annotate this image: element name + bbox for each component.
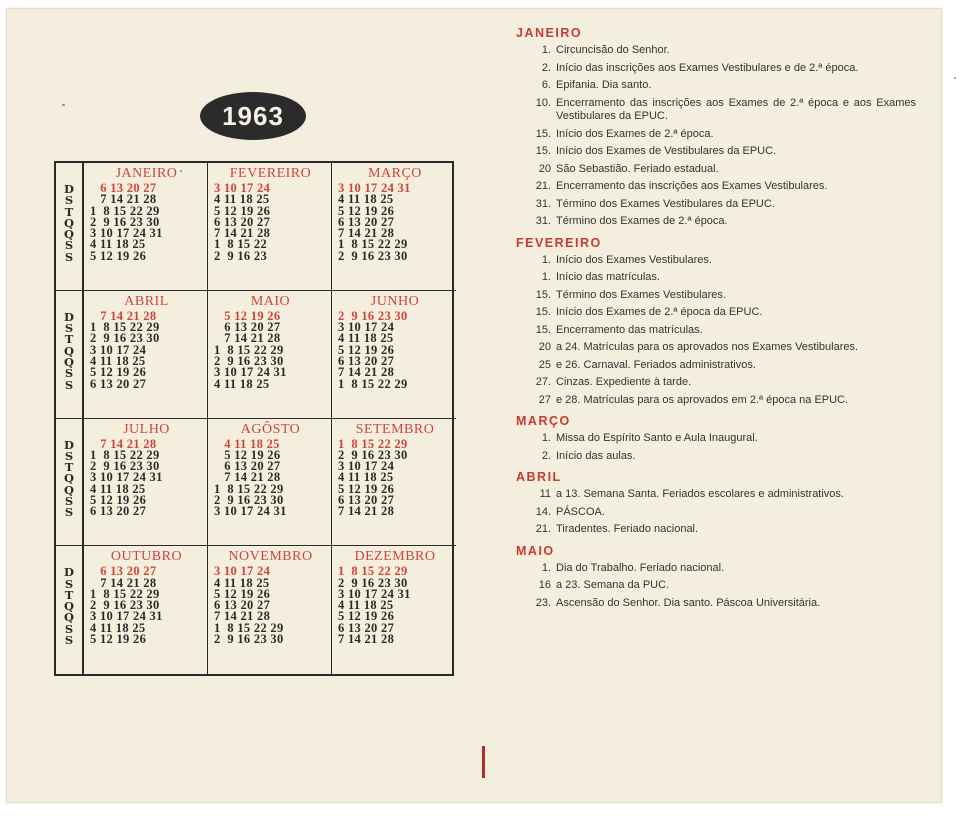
event-text: Término dos Exames Vestibulares. (556, 288, 726, 301)
week-row: 2 9 16 23 30 (90, 459, 160, 474)
weekday-letter: S (64, 321, 74, 336)
event-item (516, 306, 916, 320)
event-day: 21. (535, 523, 551, 535)
weekday-letter: T (64, 460, 74, 475)
month-name: SETEMBRO (355, 421, 435, 437)
week-row: 3 10 17 24 (214, 564, 271, 579)
red-mark (482, 746, 485, 778)
week-row: 1 8 15 22 29 (90, 447, 160, 462)
week-row: 7 14 21 28 (90, 436, 157, 451)
week-row: 5 12 19 26 (90, 632, 147, 647)
month-name: JANEIRO (115, 166, 178, 181)
week-row: 6 13 20 27 (214, 214, 271, 229)
event-text: Início dos Exames Vestibulares. (556, 253, 712, 266)
weekday-letter: S (64, 633, 74, 648)
week-row: 6 13 20 27 (90, 181, 157, 195)
week-row: 7 14 21 28 (338, 365, 395, 380)
week-row: 3 10 17 24 (338, 459, 395, 474)
week-row: 2 9 16 23 30 (90, 598, 160, 613)
month-name: DEZEMBRO (354, 549, 436, 565)
event-text: Início dos Exames de Vestibulares da EPUC. (556, 145, 777, 157)
event-text: Encerramento das matrículas. (556, 323, 703, 336)
week-row: 7 14 21 28 (214, 331, 281, 346)
event-item (516, 597, 916, 611)
event-item (516, 341, 916, 355)
week-row: 6 13 20 27 (90, 376, 147, 391)
event-text: Término dos Exames Vestibulares da EPUC. (556, 197, 775, 210)
event-item (516, 324, 916, 338)
event-item (516, 562, 916, 576)
event-item (516, 163, 916, 177)
section-title: MARÇO (516, 414, 571, 428)
event-day: 2. (541, 61, 551, 74)
event-day: 10. (535, 96, 551, 109)
event-day: 25 (538, 358, 551, 371)
event-item (516, 198, 916, 212)
event-day: 14. (535, 505, 551, 518)
event-day: 15. (535, 288, 551, 301)
weekday-letter: S (64, 576, 74, 591)
event-item (516, 145, 916, 159)
week-row: 2 9 16 23 (214, 248, 267, 263)
weekday-column (56, 546, 84, 674)
month-outubro (84, 546, 208, 674)
event-text: a 24. Matrículas para os aprovados nos Exames Vestibulares. (556, 341, 859, 353)
week-row: 2 9 16 23 30 (90, 214, 160, 229)
section-title: ABRIL (516, 470, 562, 484)
weekday-letter: S (64, 238, 74, 253)
week-row: 3 10 17 24 (338, 320, 395, 335)
event-text: Circuncisão do Senhor. (556, 44, 670, 56)
month-fevereiro (208, 163, 332, 291)
week-row: 1 8 15 22 29 (90, 586, 160, 601)
event-day: 15. (535, 306, 551, 318)
week-row: 7 14 21 28 (338, 226, 395, 241)
weekday-letter: T (64, 204, 74, 219)
week-row: 4 11 18 25 (90, 620, 146, 635)
month-name: MAIO (250, 293, 291, 309)
paper-speck (954, 77, 956, 79)
month-junho (332, 291, 456, 419)
event-day: 20 (538, 162, 551, 175)
month-julho (84, 419, 208, 547)
event-item (516, 62, 916, 76)
week-row: 3 10 17 24 31 (90, 470, 163, 485)
section-title: MAIO (516, 543, 555, 558)
event-day: 20 (538, 341, 551, 353)
week-row: 1 8 15 22 29 (90, 320, 160, 335)
week-row: 6 13 20 27 (338, 620, 395, 635)
weekday-letter: T (64, 332, 74, 347)
week-row: 6 13 20 27 (214, 598, 271, 613)
weekday-letter: Q (63, 227, 75, 242)
week-row: 6 13 20 27 (214, 459, 281, 474)
weekday-letter: D (64, 309, 74, 324)
week-row: 6 13 20 27 (338, 214, 395, 229)
month-name: OUTUBRO (110, 549, 183, 565)
weekday-letter: S (64, 249, 74, 264)
event-text: Término dos Exames de 2.ª época. (556, 215, 728, 227)
month-name: JUNHO (370, 293, 420, 309)
weekday-letter: Q (63, 343, 75, 358)
event-day: 21. (535, 180, 551, 192)
event-item (516, 97, 916, 124)
week-row: 3 10 17 24 (214, 181, 271, 195)
week-row: 1 8 15 22 29 (214, 481, 284, 496)
week-row: 4 11 18 25 (90, 353, 146, 368)
weekday-letter: S (64, 448, 74, 463)
event-item (516, 394, 916, 408)
event-day: 1. (541, 561, 551, 574)
week-row: 5 12 19 26 (214, 447, 281, 462)
event-item (516, 289, 916, 303)
year-badge: 1963 (200, 92, 306, 140)
weekday-letter: Q (63, 599, 75, 614)
event-text: Epifania. Dia santo. (556, 79, 652, 91)
academic-events-list (516, 26, 916, 614)
weekday-letter: S (64, 505, 74, 520)
event-text: a 23. Semana da PUC. (556, 579, 670, 591)
month-name: MARÇO (368, 166, 422, 181)
week-row: 1 8 15 22 (214, 237, 267, 252)
event-item (516, 488, 916, 502)
month-name: ABRIL (124, 293, 169, 309)
week-row: 1 8 15 22 29 (338, 564, 408, 579)
event-text: Início dos Exames de 2.ª época. (556, 127, 714, 140)
week-row: 5 12 19 26 (214, 203, 271, 218)
weekday-column (56, 419, 84, 547)
event-day: 23. (535, 596, 551, 609)
week-row: 3 10 17 24 31 (338, 181, 411, 195)
week-row: 4 11 18 25 (338, 192, 394, 207)
week-row: 7 14 21 28 (90, 575, 157, 590)
event-day: 1. (541, 432, 551, 444)
week-row: 2 9 16 23 30 (214, 492, 284, 507)
weekday-letter: S (64, 377, 74, 392)
event-text: Dia do Trabalho. Feriado nacional. (556, 561, 725, 574)
week-row: 4 11 18 25 (90, 481, 146, 496)
week-row: 4 11 18 25 (90, 237, 146, 252)
week-row: 6 13 20 27 (338, 492, 395, 507)
event-item (516, 523, 916, 537)
event-text: Missa do Espírito Santo e Aula Inaugural. (556, 432, 758, 444)
week-row: 5 12 19 26 (90, 248, 147, 263)
event-item (516, 359, 916, 373)
event-day: 1. (541, 44, 551, 56)
week-row: 5 12 19 26 (338, 481, 395, 496)
weekday-letter: Q (63, 354, 75, 369)
weekday-column (56, 291, 84, 419)
paper-speck (180, 170, 182, 172)
event-day: 15. (535, 145, 551, 157)
week-row: 2 9 16 23 30 (338, 575, 408, 590)
event-text: Encerramento das inscrições aos Exames Vestibulares. (556, 180, 828, 192)
month-agôsto (208, 419, 332, 547)
week-row: 1 8 15 22 29 (338, 237, 408, 252)
week-row: 5 12 19 26 (90, 492, 147, 507)
event-text: Tiradentes. Feriado nacional. (556, 523, 699, 535)
week-row: 3 10 17 24 31 (214, 365, 287, 380)
month-setembro (332, 419, 456, 547)
event-day: 2. (541, 449, 551, 462)
week-row: 2 9 16 23 30 (338, 248, 408, 263)
week-row: 7 14 21 28 (338, 632, 395, 647)
weekday-column (56, 163, 84, 291)
weekday-letter: Q (63, 610, 75, 625)
week-row: 6 13 20 27 (90, 504, 147, 519)
event-day: 27 (538, 393, 551, 406)
month-novembro (208, 546, 332, 674)
month-abril (84, 291, 208, 419)
event-item (516, 79, 916, 93)
section-title: FEVEREIRO (516, 235, 602, 250)
month-name: AGÔSTO (240, 421, 301, 437)
week-row: 4 11 18 25 (214, 376, 270, 391)
event-item (516, 180, 916, 194)
event-day: 31. (535, 197, 551, 210)
week-row: 7 14 21 28 (214, 470, 281, 485)
week-row: 1 8 15 22 29 (90, 203, 160, 218)
week-row: 2 9 16 23 30 (214, 632, 284, 647)
week-row: 2 9 16 23 30 (214, 353, 284, 368)
week-row: 4 11 18 25 (214, 575, 270, 590)
month-dezembro (332, 546, 456, 674)
week-row: 5 12 19 26 (214, 308, 281, 323)
event-item (516, 271, 916, 285)
event-day: 31. (535, 215, 551, 227)
week-row: 5 12 19 26 (338, 203, 395, 218)
week-row: 6 13 20 27 (90, 564, 157, 579)
weekday-letter: S (64, 621, 74, 636)
event-day: 1. (541, 271, 551, 283)
week-row: 3 10 17 24 31 (90, 609, 163, 624)
weekday-letter: Q (63, 482, 75, 497)
week-row: 2 9 16 23 30 (338, 308, 408, 323)
event-text: Início das inscrições aos Exames Vestibulares e de 2.ª época. (556, 61, 859, 74)
week-row: 1 8 15 22 29 (214, 342, 284, 357)
calendar-grid (54, 161, 454, 676)
weekday-letter: D (64, 565, 74, 580)
event-day: 16 (538, 579, 551, 591)
week-row: 5 12 19 26 (90, 365, 147, 380)
event-text: a 13. Semana Santa. Feriados escolares e administrativos. (556, 488, 844, 500)
event-item (516, 254, 916, 268)
event-day: 6. (541, 79, 551, 91)
month-março (332, 163, 456, 291)
week-row: 7 14 21 28 (338, 504, 395, 519)
event-text: Cinzas. Expediente à tarde. (556, 376, 692, 388)
event-item (516, 128, 916, 142)
weekday-letter: S (64, 193, 74, 208)
week-row: 7 14 21 28 (90, 308, 157, 323)
event-text: Ascensão do Senhor. Dia santo. Páscoa Universitária. (556, 596, 821, 609)
week-row: 4 11 18 25 (214, 436, 280, 451)
week-row: 5 12 19 26 (338, 342, 395, 357)
month-name: NOVEMBRO (228, 549, 313, 565)
event-text: Início dos Exames de 2.ª época da EPUC. (556, 306, 763, 318)
event-day: 15. (535, 323, 551, 336)
month-name: JULHO (123, 421, 170, 437)
event-day: 11 (539, 488, 551, 500)
week-row: 5 12 19 26 (338, 609, 395, 624)
week-row: 7 14 21 28 (90, 192, 157, 207)
weekday-letter: D (64, 182, 74, 196)
event-item (516, 215, 916, 229)
event-text: e 28. Matrículas para os aprovados em 2.ª época na EPUC. (556, 393, 849, 406)
week-row: 4 11 18 25 (338, 598, 394, 613)
event-day: 27. (535, 376, 551, 388)
weekday-letter: S (64, 493, 74, 508)
event-item (516, 432, 916, 446)
event-item (516, 44, 916, 58)
week-row: 1 8 15 22 29 (338, 376, 408, 391)
week-row: 4 11 18 25 (338, 470, 394, 485)
event-item (516, 376, 916, 390)
event-item (516, 506, 916, 520)
month-name: FEVEREIRO (229, 166, 312, 181)
week-row: 4 11 18 25 (338, 331, 394, 346)
week-row: 3 10 17 24 (90, 342, 147, 357)
month-janeiro (84, 163, 208, 291)
weekday-letter: Q (63, 471, 75, 486)
week-row: 3 10 17 24 31 (338, 586, 411, 601)
event-item (516, 450, 916, 464)
event-text: e 26. Carnaval. Feriados administrativos. (556, 358, 756, 371)
week-row: 5 12 19 26 (214, 586, 271, 601)
week-row: 1 8 15 22 29 (338, 436, 408, 451)
week-row: 2 9 16 23 30 (90, 331, 160, 346)
month-maio (208, 291, 332, 419)
paper-speck (62, 104, 65, 106)
event-day: 15. (535, 127, 551, 140)
event-day: 1. (541, 253, 551, 266)
weekday-letter: Q (63, 215, 75, 230)
event-text: São Sebastião. Feriado estadual. (556, 162, 719, 175)
event-text: Início das matrículas. (556, 271, 660, 283)
week-row: 6 13 20 27 (214, 320, 281, 335)
week-row: 7 14 21 28 (214, 609, 271, 624)
week-row: 3 10 17 24 31 (214, 504, 287, 519)
weekday-letter: T (64, 587, 74, 602)
week-row: 3 10 17 24 31 (90, 226, 163, 241)
weekday-letter: D (64, 437, 74, 452)
event-item (516, 579, 916, 593)
section-title: JANEIRO (516, 26, 583, 40)
week-row: 4 11 18 25 (214, 192, 270, 207)
week-row: 6 13 20 27 (338, 353, 395, 368)
weekday-letter: S (64, 366, 74, 381)
week-row: 7 14 21 28 (214, 226, 271, 241)
week-row: 1 8 15 22 29 (214, 620, 284, 635)
event-text: PÁSCOA. (556, 505, 605, 518)
week-row: 2 9 16 23 30 (338, 447, 408, 462)
event-text: Início das aulas. (556, 449, 636, 462)
event-text: Encerramento das inscrições aos Exames de 2.ª época e aos Exames Vestibulares da EPUC. (556, 96, 916, 122)
